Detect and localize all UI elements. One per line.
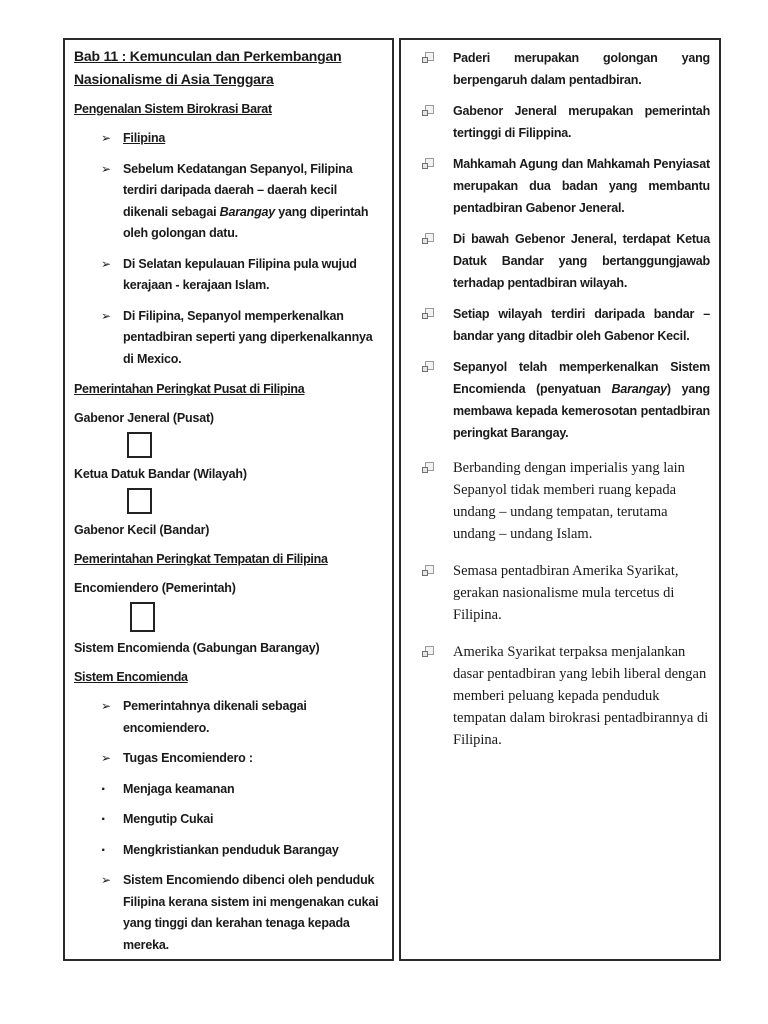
arrow-bullet-icon: ➢ <box>101 873 112 887</box>
text-segment: ) yang membawa kepada kemerosotan pentadbiran peringkat Barangay. <box>453 382 710 440</box>
arrow-bullet-tugas <box>74 748 380 770</box>
shadowed-square-bullet-icon <box>425 565 434 574</box>
text-segment: yang diperintah oleh golongan datu. <box>123 204 369 240</box>
bullet-text-selatan: Di Selatan kepulauan Filipina pula wujud kerajaan - kerajaan Islam. <box>123 256 357 292</box>
barangay-italic: Barangay <box>611 382 667 396</box>
bullet-text-semasa: Semasa pentadbiran Amerika Syarikat, gerakan nasionalisme mula tercetus di Filipina. <box>453 563 679 623</box>
bullet-text-sebelum-sepanyol <box>123 159 380 245</box>
square-bullet-semasa <box>425 560 710 626</box>
arrow-bullet-icon: ➢ <box>101 699 112 713</box>
text-segment: Sepanyol telah memperkenalkan Sistem Encomienda (penyatuan <box>453 360 710 396</box>
bullet-text-mexico: Di Filipina, Sepanyol memperkenalkan pentadbiran seperti yang diperkenalkannya di Mexico. <box>123 308 373 366</box>
heading-pengenalan-birokrasi: Pengenalan Sistem Birokrasi Barat <box>74 102 272 116</box>
arrow-bullet-icon: ➢ <box>101 131 112 145</box>
square-bullet-gabenor-jeneral <box>425 100 710 144</box>
square-bullet-sistem-encomienda <box>425 356 710 444</box>
shadowed-square-bullet-icon <box>425 105 434 114</box>
dot-bullet-icon: · <box>101 780 107 798</box>
square-bullet-ketua-datuk <box>425 228 710 294</box>
org-label-gabenor-kecil: Gabenor Kecil (Bandar) <box>74 523 210 537</box>
arrow-bullet-dibenci <box>74 870 380 956</box>
flowchart-box <box>127 432 152 458</box>
bullet-text-paderi: Paderi merupakan golongan yang berpengaruh dalam pentadbiran. <box>453 51 710 87</box>
bullet-text-berbanding: Berbanding dengan imperialis yang lain Sepanyol tidak memberi ruang kepada undang – undang tempatan, terutama undang – undang Islam. <box>453 460 685 542</box>
org-label-gabenor-jeneral: Gabenor Jeneral (Pusat) <box>74 411 214 425</box>
shadowed-square-bullet-icon <box>425 646 434 655</box>
heading-peringkat-pusat: Pemerintahan Peringkat Pusat di Filipina <box>74 382 305 396</box>
bullet-text-wilayah: Setiap wilayah terdiri daripada bandar – bandar yang ditadbir oleh Gabenor Kecil. <box>453 307 710 343</box>
shadowed-square-bullet-icon <box>425 308 434 317</box>
arrow-bullet-pemerintahnya <box>74 696 380 739</box>
bullet-text-sistem-encomienda <box>453 356 710 444</box>
bullet-text-mahkamah: Mahkamah Agung dan Mahkamah Penyiasat merupakan dua badan yang membantu pentadbiran Gabenor Jeneral. <box>453 157 710 215</box>
shadowed-square-bullet-icon <box>425 361 434 370</box>
arrow-bullet-icon: ➢ <box>101 161 112 176</box>
dot-bullet-cukai <box>74 809 380 831</box>
org-label-encomiendero: Encomiendero (Pemerintah) <box>74 581 236 595</box>
shadowed-square-bullet-icon <box>425 462 434 471</box>
arrow-bullet-icon: ➢ <box>101 751 112 765</box>
bullet-text-keamanan: Menjaga keamanan <box>123 781 235 796</box>
bullet-text-filipina: Filipina <box>123 131 166 145</box>
shadowed-square-bullet-icon <box>425 158 434 167</box>
text-segment: Sebelum Kedatangan Sepanyol, Filipina terdiri daripada daerah – daerah kecil dikenali sebagai <box>123 161 353 219</box>
barangay-italic: Barangay <box>219 204 276 219</box>
dot-bullet-icon: · <box>101 841 107 859</box>
flowchart-box <box>127 488 152 514</box>
flowchart-box <box>130 602 155 632</box>
shadowed-square-bullet-icon <box>425 52 434 61</box>
dot-bullet-mengkristiankan <box>74 840 380 862</box>
square-bullet-amerika <box>425 641 710 751</box>
shadowed-square-bullet-icon <box>425 233 434 242</box>
arrow-bullet-selatan <box>74 254 380 297</box>
square-bullet-mahkamah <box>425 153 710 219</box>
chapter-title-line1: Bab 11 : Kemunculan dan Perkembangan <box>74 48 342 64</box>
heading-peringkat-tempatan: Pemerintahan Peringkat Tempatan di Filipina <box>74 552 328 566</box>
bullet-text-mengkristiankan: Mengkristiankan penduduk Barangay <box>123 842 339 857</box>
org-label-ketua-datuk: Ketua Datuk Bandar (Wilayah) <box>74 467 247 481</box>
arrow-bullet-icon: ➢ <box>101 308 112 323</box>
arrow-bullet-filipina <box>74 128 380 150</box>
arrow-bullet-mexico <box>74 306 380 371</box>
square-bullet-berbanding <box>425 457 710 545</box>
bullet-text-pemerintahnya: Pemerintahnya dikenali sebagai encomiendero. <box>123 699 307 735</box>
chapter-title-line2: Nasionalisme di Asia Tenggara <box>74 71 274 87</box>
bullet-text-cukai: Mengutip Cukai <box>123 812 214 826</box>
chapter-title <box>74 45 380 91</box>
bullet-text-amerika: Amerika Syarikat terpaksa menjalankan dasar pentadbiran yang lebih liberal dengan memberi peluang kepada penduduk tempatan dalam birokrasi pentadbirannya di Filipina. <box>453 644 709 748</box>
dot-bullet-icon: · <box>101 811 107 828</box>
arrow-bullet-sebelum-sepanyol <box>74 159 380 245</box>
arrow-bullet-icon: ➢ <box>101 256 112 271</box>
right-panel <box>399 38 721 961</box>
square-bullet-paderi <box>425 47 710 91</box>
square-bullet-wilayah <box>425 303 710 347</box>
bullet-text-ketua-datuk: Di bawah Gebenor Jeneral, terdapat Ketua Datuk Bandar yang bertanggungjawab terhadap pentadbiran wilayah. <box>453 232 710 290</box>
heading-sistem-encomienda: Sistem Encomienda <box>74 670 188 684</box>
bullet-text-dibenci: Sistem Encomiendo dibenci oleh penduduk Filipina kerana sistem ini mengenakan cukai yang tinggi dan kerahan tenaga kepada mereka. <box>123 873 379 952</box>
dot-bullet-keamanan <box>74 779 380 801</box>
bullet-text-tugas: Tugas Encomiendero : <box>123 751 253 765</box>
org-label-sistem-encomienda: Sistem Encomienda (Gabungan Barangay) <box>74 641 320 655</box>
left-panel <box>63 38 394 961</box>
bullet-text-gabenor-jeneral: Gabenor Jeneral merupakan pemerintah tertinggi di Filippina. <box>453 104 710 140</box>
